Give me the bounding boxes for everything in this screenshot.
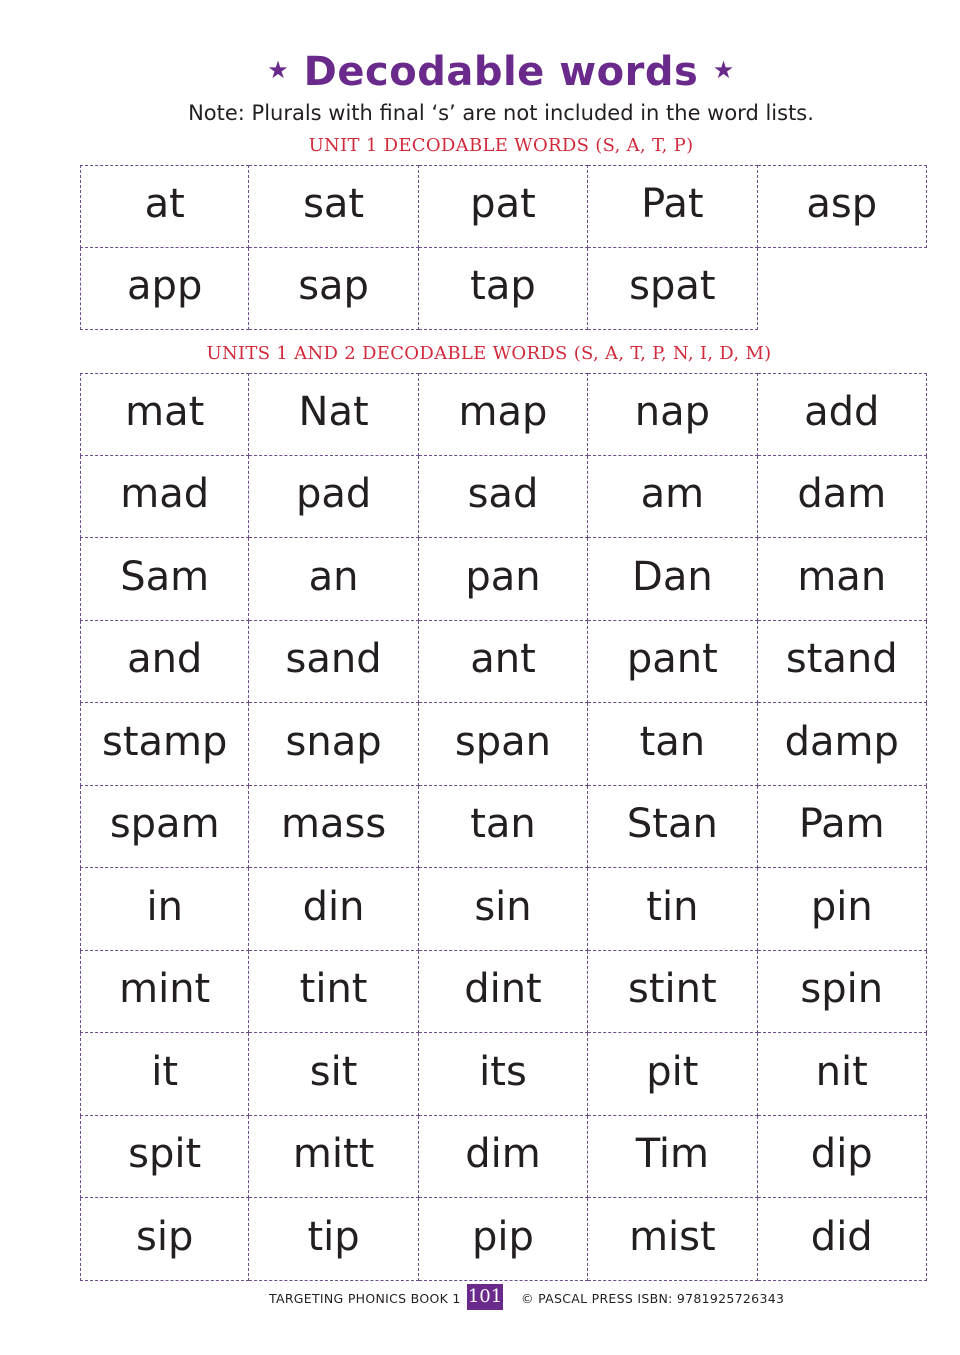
word-cell: sand bbox=[249, 621, 418, 704]
word-cell: mad bbox=[80, 456, 249, 539]
word-cell: sad bbox=[419, 456, 588, 539]
word-cell: stint bbox=[588, 951, 757, 1034]
note-text: Note: Plurals with final ‘s’ are not included in the word lists. bbox=[188, 101, 814, 125]
word-cell: sip bbox=[80, 1198, 249, 1281]
word-cell: pin bbox=[758, 868, 927, 951]
word-cell: pan bbox=[419, 538, 588, 621]
word-cell: tan bbox=[419, 786, 588, 869]
word-cell: Sam bbox=[80, 538, 249, 621]
word-cell: am bbox=[588, 456, 757, 539]
word-cell: dip bbox=[758, 1116, 927, 1199]
word-cell: man bbox=[758, 538, 927, 621]
footer-book-title: TARGETING PHONICS BOOK 1 bbox=[269, 1291, 461, 1306]
unit1-word-grid bbox=[80, 165, 927, 330]
word-cell: din bbox=[249, 868, 418, 951]
word-cell: its bbox=[419, 1033, 588, 1116]
word-cell: in bbox=[80, 868, 249, 951]
word-cell: it bbox=[80, 1033, 249, 1116]
word-cell: mint bbox=[80, 951, 249, 1034]
word-cell: pad bbox=[249, 456, 418, 539]
word-cell: mass bbox=[249, 786, 418, 869]
word-cell: Nat bbox=[249, 373, 418, 456]
word-cell: asp bbox=[758, 165, 927, 248]
word-cell: mist bbox=[588, 1198, 757, 1281]
word-cell: map bbox=[419, 373, 588, 456]
page-number-badge: 101 bbox=[467, 1284, 503, 1310]
word-cell: pant bbox=[588, 621, 757, 704]
word-cell: Stan bbox=[588, 786, 757, 869]
word-cell: and bbox=[80, 621, 249, 704]
star-right-icon: ★ bbox=[712, 56, 735, 84]
page-title-text: Decodable words bbox=[303, 49, 699, 95]
word-cell: span bbox=[419, 703, 588, 786]
units1-2-heading: UNITS 1 AND 2 DECODABLE WORDS (S, A, T, P, N, I, D, M) bbox=[206, 343, 772, 364]
word-cell: damp bbox=[758, 703, 927, 786]
word-cell: did bbox=[758, 1198, 927, 1281]
footer-publisher: © PASCAL PRESS ISBN: 9781925726343 bbox=[521, 1291, 785, 1306]
word-cell: pat bbox=[419, 165, 588, 248]
word-cell: snap bbox=[249, 703, 418, 786]
word-cell: tap bbox=[419, 248, 588, 331]
word-cell: spam bbox=[80, 786, 249, 869]
word-cell: stamp bbox=[80, 703, 249, 786]
word-cell: tan bbox=[588, 703, 757, 786]
word-cell: pit bbox=[588, 1033, 757, 1116]
word-cell: add bbox=[758, 373, 927, 456]
word-cell: nap bbox=[588, 373, 757, 456]
unit1-heading: UNIT 1 DECODABLE WORDS (S, A, T, P) bbox=[308, 135, 694, 156]
word-cell: stand bbox=[758, 621, 927, 704]
word-cell: dint bbox=[419, 951, 588, 1034]
word-cell: at bbox=[80, 165, 249, 248]
star-left-icon: ★ bbox=[267, 56, 290, 84]
word-cell: pip bbox=[419, 1198, 588, 1281]
word-cell: Dan bbox=[588, 538, 757, 621]
word-cell: Pam bbox=[758, 786, 927, 869]
word-cell: sat bbox=[249, 165, 418, 248]
word-cell: sit bbox=[249, 1033, 418, 1116]
word-cell: Pat bbox=[588, 165, 757, 248]
word-cell: dam bbox=[758, 456, 927, 539]
word-cell: sap bbox=[249, 248, 418, 331]
word-cell: mat bbox=[80, 373, 249, 456]
word-cell: tip bbox=[249, 1198, 418, 1281]
word-cell: app bbox=[80, 248, 249, 331]
word-cell: nit bbox=[758, 1033, 927, 1116]
word-cell: spat bbox=[588, 248, 757, 331]
word-cell: mitt bbox=[249, 1116, 418, 1199]
page-footer bbox=[0, 1284, 960, 1314]
word-cell: dim bbox=[419, 1116, 588, 1199]
word-cell: spin bbox=[758, 951, 927, 1034]
word-cell: an bbox=[249, 538, 418, 621]
word-cell: tin bbox=[588, 868, 757, 951]
word-cell: sin bbox=[419, 868, 588, 951]
units1-2-word-grid bbox=[80, 373, 927, 1281]
page-title bbox=[0, 44, 960, 102]
word-cell: Tim bbox=[588, 1116, 757, 1199]
word-cell: spit bbox=[80, 1116, 249, 1199]
word-cell: ant bbox=[419, 621, 588, 704]
word-cell: tint bbox=[249, 951, 418, 1034]
